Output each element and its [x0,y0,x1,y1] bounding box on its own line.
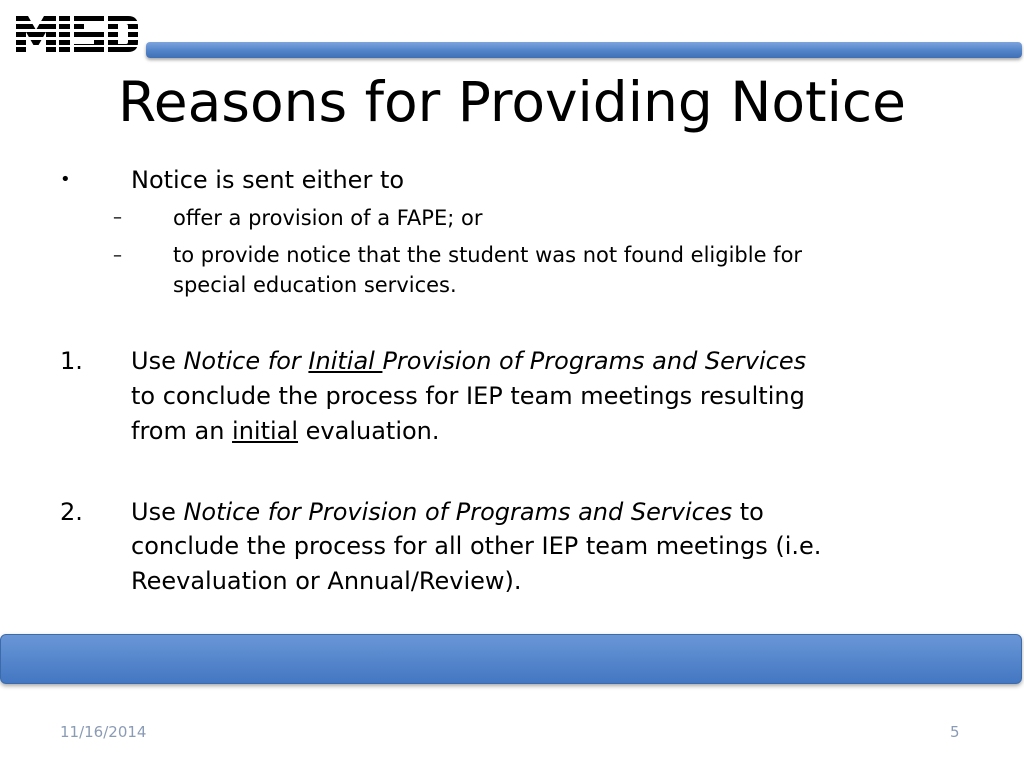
misd-logo [16,16,138,52]
footer-bar [0,634,1022,684]
numbered-item-line: Use Notice for Provision of Programs and Services to [131,498,764,526]
subitem-marker: – [113,207,122,228]
footer-date: 11/16/2014 [60,723,147,741]
numbered-item-line: to conclude the process for IEP team meetings resulting [131,382,805,410]
subitem-text: offer a provision of a FAPE; or [173,206,483,230]
subitem-text-line: to provide notice that the student was not found eligible for [173,243,803,267]
page-number: 5 [950,723,960,741]
subitem-text-line: special education services. [173,273,457,297]
number-marker: 2. [60,498,83,526]
header-bar [146,42,1022,58]
number-marker: 1. [60,347,83,375]
numbered-item-line: Use Notice for Initial Provision of Programs and Services [131,347,807,375]
numbered-item-line: conclude the process for all other IEP team meetings (i.e. [131,532,822,560]
subitem-marker: – [113,245,122,266]
numbered-item-line: Reevaluation or Annual/Review). [131,567,522,595]
bullet-marker: • [60,169,71,190]
slide-title: Reasons for Providing Notice [118,70,906,134]
numbered-item-line: from an initial evaluation. [131,417,440,445]
bullet-text: Notice is sent either to [131,166,405,194]
